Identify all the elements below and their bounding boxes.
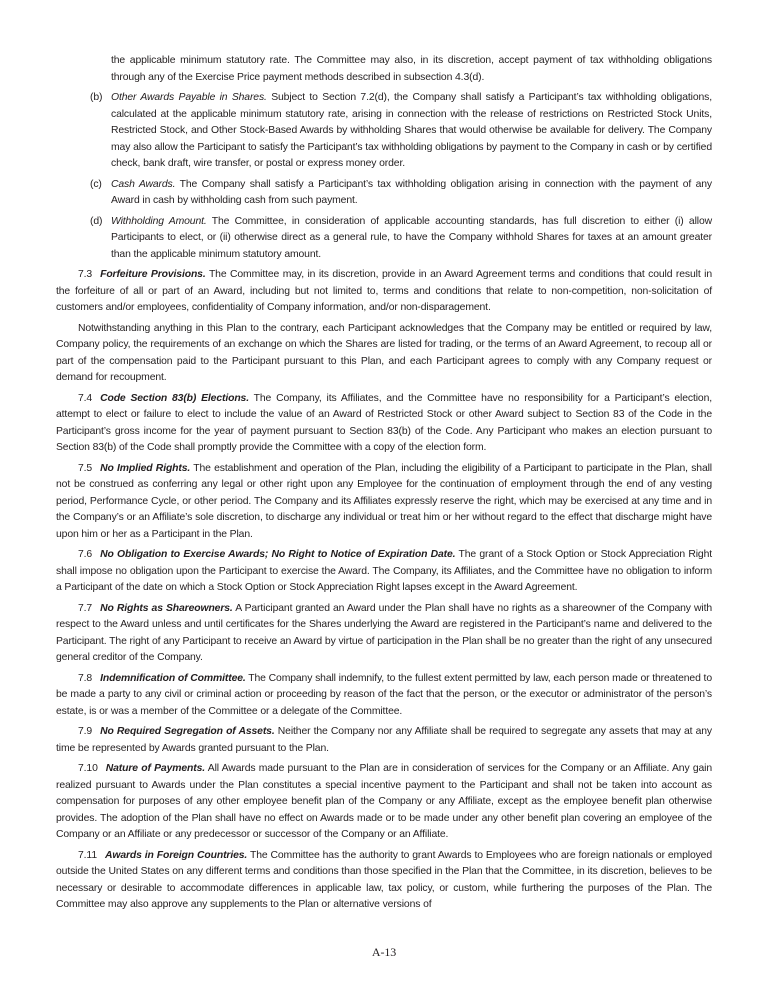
section-paragraph bbox=[56, 724, 712, 757]
section-paragraph bbox=[56, 601, 712, 667]
section-number: 7.7 bbox=[78, 602, 93, 614]
section-text: The Company shall indemnify, to the fullest extent permitted by law, each person made or threatened to be made a party to any civil or criminal action or proceeding by reason of the fact that the person, or the executor or administrator of the person’s estate, is or was a member of the Committee or a delegate of the Committee. bbox=[56, 672, 712, 717]
section-number: 7.10 bbox=[78, 763, 98, 774]
section-paragraph bbox=[56, 547, 712, 597]
section-number: 7.3 bbox=[78, 269, 93, 280]
section-text: The Committee has the authority to grant Awards to Employees who are foreign nationals or employed outside the United States on any different terms and conditions than those specified in the Plan that the Committee, in its discretion, believes to be necessary or desirable to accommodate differences in applicable law, tax policy, or custom, while furthering the purposes of the Plan. The Committee may also approve any supplements to the Plan or alternative versions of bbox=[56, 849, 712, 910]
section-heading: Indemnification of Committee. bbox=[100, 672, 246, 684]
sub-item-title: Cash Awards. bbox=[111, 178, 176, 190]
document-body bbox=[56, 53, 712, 918]
sub-item bbox=[90, 214, 712, 264]
section-number: 7.11 bbox=[78, 849, 97, 861]
sub-item-text bbox=[111, 90, 712, 173]
section-number: 7.4 bbox=[78, 392, 93, 404]
section-text: The Committee may, in its discretion, provide in an Award Agreement terms and conditions that could result in the forfeiture of all or part of an Award, including but not limited to, terms and conditions that relate to non-competition, non-solicitation of customers and/or employees, confidentiality of Company information, and/or non-disparagement. bbox=[56, 269, 712, 313]
section-heading: No Implied Rights. bbox=[100, 462, 191, 474]
section-paragraph bbox=[56, 267, 712, 317]
section-text: The grant of a Stock Option or Stock Appreciation Right shall impose no obligation upon the Participant to exercise the Award. The Company, its Affiliates, and the Committee have no obligation to inform a Participant of the date on which a Stock Option or Stock Appreciation Right lapses except in the Award Agreement. bbox=[56, 549, 712, 593]
sub-item-body: Subject to Section 7.2(d), the Company shall satisfy a Participant’s tax withholding obligations, calculated at the applicable minimum statutory rate, arising in connection with the release of restrictions on Restricted Stock Units, Restricted Stock, and Other Stock-Based Awards by withholding Shares that would otherwise be available for delivery. The Company may also allow the Participant to satisfy the Participant’s tax withholding obligations by payment to the Company in cash or by certified check, bank draft, wire transfer, or postal or express money order. bbox=[111, 92, 712, 169]
section-heading: No Obligation to Exercise Awards; No Right to Notice of Expiration Date. bbox=[100, 549, 456, 560]
sub-item-body: The Company shall satisfy a Participant’s tax withholding obligation arising in connection with the payment of any Award in cash by withholding cash from such payment. bbox=[111, 178, 712, 206]
section-text: A Participant granted an Award under the Plan shall have no rights as a shareowner of the Company with respect to the Award unless and until certificates for the Shares underlying the Award are registered in the Participant’s name and delivered to the Participant. The right of any Participant to receive an Award by virtue of participation in the Plan shall be no greater than the right of any unsecured general creditor of the Company. bbox=[56, 602, 712, 663]
section-text: The establishment and operation of the Plan, including the eligibility of a Participant to participate in the Plan, shall not be construed as conferring any legal or other right upon any Employee for the continuation of employment through the end of any vesting period, Performance Cycle, or other period. The Company and its Affiliates expressly reserve the right, which may be exercised at any time and in the Company’s or an Affiliate’s sole discretion, to discharge any individual or treat him or her without regard to the effect that discharge might have upon him or her as a Participant in the Plan. bbox=[56, 462, 712, 540]
section-text: Neither the Company nor any Affiliate shall be required to segregate any assets that may at any time be represented by Awards granted pursuant to the Plan. bbox=[56, 726, 712, 754]
sub-item-label: (d) bbox=[90, 215, 103, 227]
section-text: The Company, its Affiliates, and the Committee have no responsibility for a Participant’s election, attempt to elect or failure to elect to include the value of an Award of Restricted Stock or other Award subject to Section 83 of the Code in the Participant’s gross income for the year of payment pursuant to Section 83(b) of the Code. Any Participant who makes an election pursuant to Section 83(b) of the Code shall promptly provide the Committee with a copy of the election form. bbox=[56, 392, 713, 453]
section-number: 7.9 bbox=[78, 726, 93, 737]
section-paragraph bbox=[56, 671, 712, 721]
section-heading: Nature of Payments. bbox=[105, 763, 206, 774]
section-heading: Code Section 83(b) Elections. bbox=[100, 392, 249, 404]
page-number: A-13 bbox=[371, 945, 397, 959]
section-heading: No Required Segregation of Assets. bbox=[100, 726, 275, 737]
section-heading: Forfeiture Provisions. bbox=[100, 269, 206, 280]
section-paragraph bbox=[56, 391, 712, 457]
section-text: All Awards made pursuant to the Plan are in consideration of services for the Company or an Affiliate. Any gain realized pursuant to Awards under the Plan constitutes a special incentive payment to the Participant and shall not be taken into account as compensation for purposes of any other employee benefit plan of the Company or any Affiliate, except as the employee benefit plan otherwise provides. The adoption of the Plan shall have no effect on Awards made or to be made under any other benefit plan covering an employee of the Company or an Affiliate or any predecessor or successor of the Company or an Affiliate. bbox=[56, 763, 712, 840]
sub-item-label: (b) bbox=[90, 92, 103, 103]
sub-item-text bbox=[111, 177, 712, 210]
section-number: 7.6 bbox=[78, 549, 93, 560]
sub-item-title: Withholding Amount. bbox=[111, 215, 207, 227]
sub-item-title: Other Awards Payable in Shares. bbox=[111, 92, 267, 103]
section-paragraph bbox=[56, 461, 712, 544]
sub-item bbox=[90, 90, 712, 173]
sub-item-body: The Committee, in consideration of applicable accounting standards, has full discretion to either (i) allow Participants to elect, or (ii) otherwise direct as a general rule, to have the Company withhold Shares for taxes at an amount greater than the applicable minimum statutory amount. bbox=[111, 215, 712, 260]
section-number: 7.5 bbox=[78, 462, 93, 474]
section-paragraph bbox=[56, 848, 712, 914]
section-paragraph bbox=[56, 761, 712, 844]
sub-item bbox=[90, 177, 712, 210]
section-text: Notwithstanding anything in this Plan to the contrary, each Participant acknowledges that the Company may be entitled or required by law, Company policy, the requirements of an exchange on which the Shares are listed for trading, or the terms of an Award Agreement, to recoup all or part of the compensation paid to the Participant pursuant to this Plan, and each Participant agrees to comply with any Company request or demand for recoupment. bbox=[56, 322, 712, 383]
sub-item-text bbox=[111, 214, 712, 264]
section-heading: No Rights as Shareowners. bbox=[100, 602, 233, 614]
section-heading: Awards in Foreign Countries. bbox=[104, 849, 248, 861]
section-number: 7.8 bbox=[78, 672, 93, 684]
sub-item-label: (c) bbox=[90, 178, 102, 190]
section-paragraph bbox=[56, 321, 712, 387]
paragraph-continuation: the applicable minimum statutory rate. The Committee may also, in its discretion, accept payment of tax withholding obligations through any of the Exercise Price payment methods described in subsection 4.3(d). bbox=[111, 55, 712, 83]
